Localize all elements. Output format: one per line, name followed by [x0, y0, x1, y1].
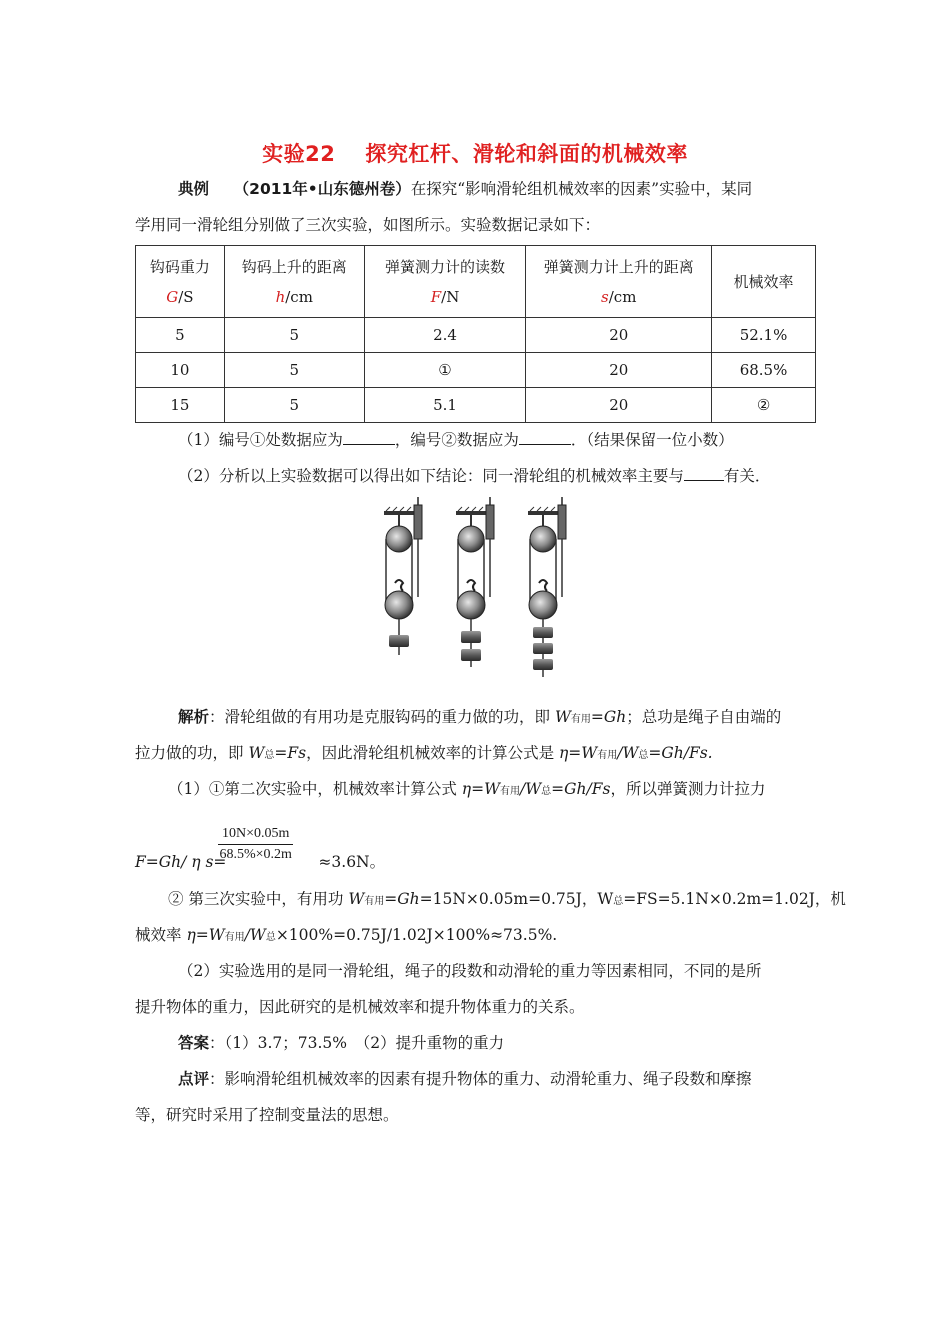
table-cell: 15	[136, 388, 225, 423]
intro-line-1: 典例 （2011年•山东德州卷）在探究“影响滑轮组机械效率的因素”实验中，某同	[178, 180, 753, 198]
pulley-setup-3	[528, 497, 566, 677]
pulley-figure	[378, 497, 578, 687]
table-cell: 5.1	[364, 388, 526, 423]
table-cell: 10	[136, 353, 225, 388]
comment-line-1: 点评：影响滑轮组机械效率的因素有提升物体的重力、动滑轮重力、绳子段数和摩擦	[178, 1070, 752, 1088]
pulley-setup-1	[384, 497, 422, 655]
table-cell: ②	[712, 388, 816, 423]
header-cell: 机械效率	[712, 246, 816, 318]
table-header-row	[136, 246, 816, 318]
header-cell: 钩码重力 G/S	[136, 246, 225, 318]
data-table	[135, 245, 816, 423]
table-cell: 5	[224, 318, 364, 353]
table-cell: 68.5%	[712, 353, 816, 388]
page-title	[0, 138, 950, 168]
intro-line-2: 学用同一滑轮组分别做了三次实验，如图所示。实验数据记录如下：	[135, 216, 601, 234]
comment-line-2: 等，研究时采用了控制变量法的思想。	[135, 1106, 399, 1124]
analysis-line-6: 械效率 η=W有用/W总×100%=0.75J/1.02J×100%≈73.5%.	[135, 926, 558, 944]
table-row	[136, 318, 816, 353]
table-cell: 20	[526, 318, 712, 353]
answer-line: 答案：（1）3.7；73.5% （2）提升重物的重力	[178, 1034, 505, 1052]
answer-label: 答案	[178, 1034, 210, 1052]
pulley-setup-2	[456, 497, 494, 667]
answer-blank[interactable]	[684, 464, 724, 481]
fraction-numerator: 10N×0.05m	[218, 826, 293, 845]
analysis-line-4: F=Gh/ η s= ≈3.6N。	[135, 853, 386, 871]
table-cell: 52.1%	[712, 318, 816, 353]
analysis-line-7: （2）实验选用的是同一滑轮组，绳子的段数和动滑轮的重力等因素相同，不同的是所	[178, 962, 762, 980]
analysis-line-1: 解析：滑轮组做的有用功是克服钩码的重力做的功，即 W有用=Gh；总功是绳子自由端的	[178, 708, 782, 726]
example-label: 典例	[178, 180, 210, 198]
analysis-line-2: 拉力做的功，即 W总=Fs，因此滑轮组机械效率的计算公式是 η=W有用/W总=Gh/Fs.	[135, 744, 713, 762]
answer-blank[interactable]	[343, 428, 395, 445]
analysis-line-5: ② 第三次实验中，有用功 W有用=Gh=15N×0.05m=0.75J，W总=FS=5.1N×0.2m=1.02J，机	[168, 890, 846, 908]
analysis-line-3: （1）①第二次实验中，机械效率计算公式 η=W有用/W总=Gh/Fs，所以弹簧测力计拉力	[168, 780, 766, 798]
comment-label: 点评	[178, 1070, 210, 1088]
question-2: （2）分析以上实验数据可以得出如下结论：同一滑轮组的机械效率主要与 有关．	[178, 464, 770, 487]
table-cell: 2.4	[364, 318, 526, 353]
table-row	[136, 353, 816, 388]
example-source: （2011年•山东德州卷）	[233, 180, 411, 198]
table-cell: 5	[136, 318, 225, 353]
table-row	[136, 388, 816, 423]
table-cell: 5	[224, 388, 364, 423]
header-cell: 钩码上升的距离 h/cm	[224, 246, 364, 318]
header-cell: 弹簧测力计的读数 F/N	[364, 246, 526, 318]
analysis-label: 解析	[178, 708, 210, 726]
header-cell: 弹簧测力计上升的距离 s/cm	[526, 246, 712, 318]
table-cell: ①	[364, 353, 526, 388]
table-cell: 20	[526, 388, 712, 423]
table-cell: 5	[224, 353, 364, 388]
question-1: （1）编号①处数据应为 ，编号②数据应为 ．（结果保留一位小数）	[178, 428, 734, 451]
fraction-denominator: 68.5%×0.2m	[219, 847, 292, 862]
title-text: 探究杠杆、滑轮和斜面的机械效率	[365, 142, 688, 166]
answer-blank[interactable]	[519, 428, 571, 445]
title-number: 实验22	[262, 142, 336, 166]
table-cell: 20	[526, 353, 712, 388]
analysis-line-8: 提升物体的重力，因此研究的是机械效率和提升物体重力的关系。	[135, 998, 585, 1016]
